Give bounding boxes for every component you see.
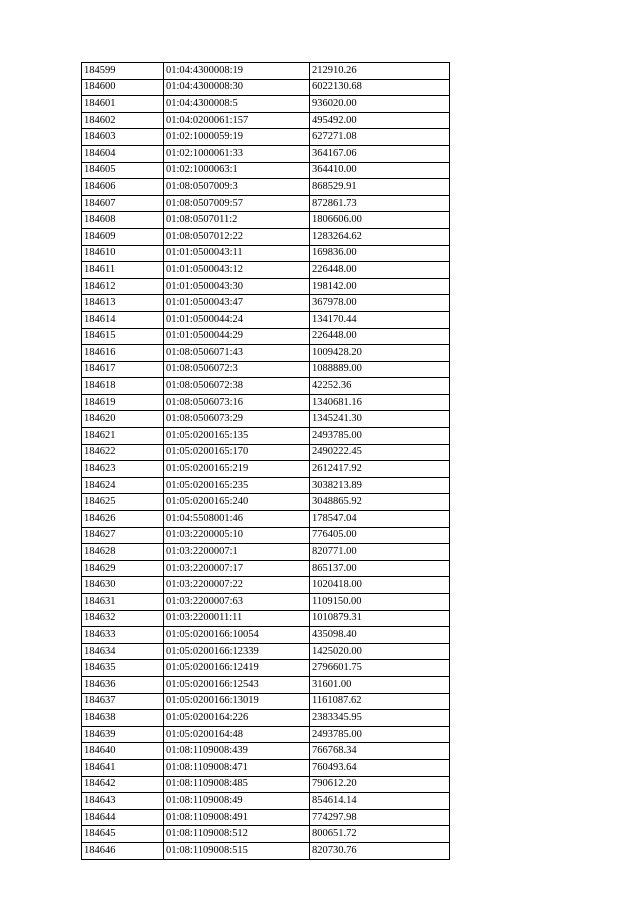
value-cell: 2490222.45 [310,444,450,461]
cadastral-number-cell: 01:05:0200166:13019 [164,693,310,710]
value-cell: 1020418.00 [310,577,450,594]
table-row [82,361,450,378]
value-cell: 1806606.00 [310,212,450,229]
row-id-cell: 184623 [82,461,164,478]
value-cell: 2796601.75 [310,660,450,677]
value-cell: 435098.40 [310,627,450,644]
row-id-cell: 184641 [82,759,164,776]
cadastral-number-cell: 01:05:0200165:235 [164,477,310,494]
table-row [82,544,450,561]
cadastral-number-cell: 01:05:0200164:48 [164,726,310,743]
table-row [82,809,450,826]
table-row [82,627,450,644]
cadastral-number-cell: 01:04:4300008:19 [164,63,310,80]
row-id-cell: 184624 [82,477,164,494]
cadastral-number-cell: 01:08:0506073:29 [164,411,310,428]
value-cell: 1009428.20 [310,345,450,362]
value-cell: 2493785.00 [310,726,450,743]
row-id-cell: 184618 [82,378,164,395]
row-id-cell: 184640 [82,743,164,760]
value-cell: 6022130.68 [310,79,450,96]
cadastral-number-cell: 01:08:1109008:512 [164,826,310,843]
row-id-cell: 184619 [82,394,164,411]
value-cell: 872861.73 [310,195,450,212]
row-id-cell: 184642 [82,776,164,793]
cadastral-number-cell: 01:08:0507009:57 [164,195,310,212]
row-id-cell: 184634 [82,643,164,660]
cadastral-number-cell: 01:08:1109008:471 [164,759,310,776]
row-id-cell: 184620 [82,411,164,428]
value-cell: 800651.72 [310,826,450,843]
row-id-cell: 184627 [82,527,164,544]
cadastral-number-cell: 01:03:2200005:10 [164,527,310,544]
table-row [82,494,450,511]
table-row [82,278,450,295]
row-id-cell: 184628 [82,544,164,561]
value-cell: 198142.00 [310,278,450,295]
table-row [82,129,450,146]
row-id-cell: 184643 [82,793,164,810]
table-row [82,560,450,577]
row-id-cell: 184626 [82,511,164,528]
table-row [82,594,450,611]
cadastral-number-cell: 01:03:2200007:63 [164,594,310,611]
cadastral-number-cell: 01:03:2200007:1 [164,544,310,561]
cadastral-number-cell: 01:02:1000063:1 [164,162,310,179]
cadastral-number-cell: 01:05:0200165:240 [164,494,310,511]
table-row [82,228,450,245]
data-table-body [82,63,450,860]
row-id-cell: 184600 [82,79,164,96]
row-id-cell: 184635 [82,660,164,677]
table-row [82,63,450,80]
table-row [82,394,450,411]
row-id-cell: 184599 [82,63,164,80]
table-row [82,726,450,743]
table-row [82,162,450,179]
value-cell: 364167.06 [310,145,450,162]
value-cell: 2612417.92 [310,461,450,478]
table-row [82,411,450,428]
row-id-cell: 184646 [82,842,164,859]
value-cell: 42252.36 [310,378,450,395]
row-id-cell: 184638 [82,710,164,727]
cadastral-number-cell: 01:08:0507009:3 [164,179,310,196]
cadastral-number-cell: 01:08:1109008:485 [164,776,310,793]
row-id-cell: 184632 [82,610,164,627]
value-cell: 776405.00 [310,527,450,544]
value-cell: 868529.91 [310,179,450,196]
row-id-cell: 184614 [82,311,164,328]
cadastral-number-cell: 01:02:1000061:33 [164,145,310,162]
table-row [82,79,450,96]
value-cell: 3048865.92 [310,494,450,511]
value-cell: 1283264.62 [310,228,450,245]
value-cell: 367978.00 [310,295,450,312]
value-cell: 820730.76 [310,842,450,859]
value-cell: 2383345.95 [310,710,450,727]
cadastral-number-cell: 01:04:0200061:157 [164,112,310,129]
table-row [82,428,450,445]
table-row [82,262,450,279]
row-id-cell: 184613 [82,295,164,312]
row-id-cell: 184637 [82,693,164,710]
table-row [82,759,450,776]
cadastral-number-cell: 01:02:1000059:19 [164,129,310,146]
value-cell: 1345241.30 [310,411,450,428]
cadastral-number-cell: 01:01:0500043:47 [164,295,310,312]
table-row [82,328,450,345]
row-id-cell: 184609 [82,228,164,245]
value-cell: 760493.64 [310,759,450,776]
table-row [82,710,450,727]
table-row [82,112,450,129]
table-row [82,461,450,478]
value-cell: 774297.98 [310,809,450,826]
cadastral-number-cell: 01:05:0200166:10054 [164,627,310,644]
row-id-cell: 184631 [82,594,164,611]
cadastral-number-cell: 01:08:1109008:491 [164,809,310,826]
row-id-cell: 184629 [82,560,164,577]
value-cell: 820771.00 [310,544,450,561]
cadastral-number-cell: 01:08:0507012:22 [164,228,310,245]
cadastral-number-cell: 01:01:0500043:11 [164,245,310,262]
value-cell: 1161087.62 [310,693,450,710]
table-row [82,793,450,810]
table-row [82,477,450,494]
cadastral-number-cell: 01:01:0500044:29 [164,328,310,345]
value-cell: 1010879.31 [310,610,450,627]
value-cell: 1425020.00 [310,643,450,660]
table-row [82,577,450,594]
row-id-cell: 184608 [82,212,164,229]
row-id-cell: 184617 [82,361,164,378]
row-id-cell: 184602 [82,112,164,129]
table-row [82,610,450,627]
cadastral-number-cell: 01:01:0500043:30 [164,278,310,295]
value-cell: 134170.44 [310,311,450,328]
cadastral-number-cell: 01:04:4300008:30 [164,79,310,96]
cadastral-number-cell: 01:01:0500043:12 [164,262,310,279]
table-row [82,776,450,793]
table-row [82,676,450,693]
row-id-cell: 184612 [82,278,164,295]
table-row [82,245,450,262]
value-cell: 766768.34 [310,743,450,760]
table-row [82,345,450,362]
table-row [82,96,450,113]
row-id-cell: 184622 [82,444,164,461]
value-cell: 1340681.16 [310,394,450,411]
value-cell: 212910.26 [310,63,450,80]
cadastral-number-cell: 01:05:0200164:226 [164,710,310,727]
table-row [82,693,450,710]
cadastral-number-cell: 01:08:0506072:38 [164,378,310,395]
row-id-cell: 184633 [82,627,164,644]
row-id-cell: 184645 [82,826,164,843]
cadastral-number-cell: 01:01:0500044:24 [164,311,310,328]
table-row [82,527,450,544]
table-row [82,378,450,395]
row-id-cell: 184605 [82,162,164,179]
table-row [82,212,450,229]
row-id-cell: 184616 [82,345,164,362]
table-row [82,311,450,328]
row-id-cell: 184639 [82,726,164,743]
cadastral-number-cell: 01:08:0506071:43 [164,345,310,362]
row-id-cell: 184604 [82,145,164,162]
table-row [82,145,450,162]
value-cell: 364410.00 [310,162,450,179]
row-id-cell: 184607 [82,195,164,212]
row-id-cell: 184636 [82,676,164,693]
cadastral-number-cell: 01:03:2200007:17 [164,560,310,577]
cadastral-number-cell: 01:03:2200007:22 [164,577,310,594]
value-cell: 226448.00 [310,262,450,279]
value-cell: 1088889.00 [310,361,450,378]
cadastral-number-cell: 01:05:0200165:219 [164,461,310,478]
value-cell: 31601.00 [310,676,450,693]
cadastral-number-cell: 01:08:1109008:49 [164,793,310,810]
value-cell: 627271.08 [310,129,450,146]
table-row [82,444,450,461]
cadastral-number-cell: 01:08:1109008:515 [164,842,310,859]
row-id-cell: 184644 [82,809,164,826]
cadastral-number-cell: 01:08:1109008:439 [164,743,310,760]
table-row [82,826,450,843]
cadastral-number-cell: 01:08:0507011:2 [164,212,310,229]
value-cell: 936020.00 [310,96,450,113]
cadastral-number-cell: 01:05:0200166:12419 [164,660,310,677]
row-id-cell: 184625 [82,494,164,511]
row-id-cell: 184621 [82,428,164,445]
value-cell: 169836.00 [310,245,450,262]
table-row [82,842,450,859]
row-id-cell: 184601 [82,96,164,113]
value-cell: 178547.04 [310,511,450,528]
cadastral-number-cell: 01:04:5508001:46 [164,511,310,528]
cadastral-number-cell: 01:08:0506072:3 [164,361,310,378]
value-cell: 1109150.00 [310,594,450,611]
cadastral-number-cell: 01:05:0200166:12543 [164,676,310,693]
value-cell: 2493785.00 [310,428,450,445]
row-id-cell: 184606 [82,179,164,196]
value-cell: 3038213.89 [310,477,450,494]
table-row [82,195,450,212]
row-id-cell: 184603 [82,129,164,146]
table-row [82,295,450,312]
value-cell: 854614.14 [310,793,450,810]
data-table [81,62,450,860]
value-cell: 226448.00 [310,328,450,345]
row-id-cell: 184615 [82,328,164,345]
row-id-cell: 184611 [82,262,164,279]
cadastral-number-cell: 01:05:0200165:135 [164,428,310,445]
row-id-cell: 184610 [82,245,164,262]
value-cell: 865137.00 [310,560,450,577]
table-row [82,660,450,677]
cadastral-number-cell: 01:05:0200165:170 [164,444,310,461]
cadastral-number-cell: 01:08:0506073:16 [164,394,310,411]
table-row [82,643,450,660]
table-row [82,511,450,528]
row-id-cell: 184630 [82,577,164,594]
value-cell: 495492.00 [310,112,450,129]
table-row [82,743,450,760]
cadastral-number-cell: 01:04:4300008:5 [164,96,310,113]
table-row [82,179,450,196]
value-cell: 790612.20 [310,776,450,793]
cadastral-number-cell: 01:03:2200011:11 [164,610,310,627]
cadastral-number-cell: 01:05:0200166:12339 [164,643,310,660]
